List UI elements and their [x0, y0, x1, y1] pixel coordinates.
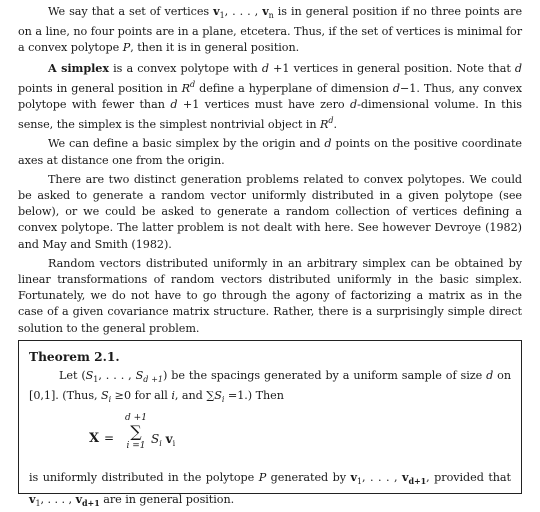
text-segment: d — [392, 81, 400, 95]
text-segment: d — [486, 369, 494, 382]
text-segment: R — [320, 118, 329, 132]
term-s-sub: i — [159, 439, 162, 449]
paragraph-simplex-definition — [18, 60, 522, 134]
paragraph-general-position — [18, 3, 522, 57]
text-segment: i — [221, 395, 225, 405]
text-segment: d — [350, 98, 358, 112]
text-segment: d — [170, 98, 178, 112]
theorem-box — [18, 340, 522, 508]
text-segment: v — [262, 4, 269, 18]
text-segment: d — [324, 137, 332, 151]
text-segment: We can define a basic simplex by the origin and — [48, 137, 325, 151]
text-segment: on [0,1]. (Thus, — [29, 369, 512, 403]
text-segment: is in general position if no three points are on a line, no four points are in a plane, etcetera. Thus, if the set of vertices is minimal for a convex polytope — [18, 5, 523, 55]
term-v-sub: i — [172, 439, 176, 449]
text-segment: ≥0 for all — [111, 389, 172, 403]
text-segment: +1 vertices in general position. Note that — [268, 61, 515, 75]
text-segment: 1 — [219, 11, 225, 20]
text-segment: P — [122, 41, 131, 55]
paragraph-generation-problems — [18, 172, 522, 253]
text-segment: v — [29, 491, 36, 506]
text-segment: ) be the spacings generated by a uniform sample of size — [162, 369, 487, 382]
text-segment: points in general position in — [18, 81, 182, 95]
text-segment: d — [514, 61, 523, 75]
theorem-intro — [29, 368, 511, 408]
sum-upper-limit: d +1 — [125, 413, 147, 424]
text-segment: There are two distinct generation problems related to convex polytopes. We could be asked to generate a random vector uniformly distributed in a given polytope (see below), or we could be asked to generate a random collection of vertices defining a convex polytope. The latter problem is not dealt with here. See however Devroye (1982) and May and Smith (1982). — [18, 172, 522, 251]
text-segment: , . . . , — [40, 492, 76, 506]
text-segment: S — [101, 389, 109, 403]
text-segment: , . . . , — [224, 5, 263, 18]
text-segment: i — [171, 389, 175, 403]
term-s: S — [151, 432, 160, 447]
text-segment: define a hyperplane of dimension — [195, 81, 393, 95]
formula-term — [151, 432, 175, 448]
text-segment: , then it is in general position. — [130, 41, 300, 55]
text-segment: P — [258, 471, 267, 485]
text-segment: =1.) Then — [224, 389, 284, 403]
sum-sign: ∑ — [130, 422, 142, 442]
text-segment: d — [328, 116, 334, 126]
text-segment: R — [181, 81, 191, 95]
theorem-conclusion — [29, 469, 511, 511]
text-segment: , . . . , — [98, 369, 136, 382]
text-segment: v — [213, 4, 220, 18]
text-segment: d+1 — [408, 476, 427, 487]
text-segment: , and ∑ — [174, 389, 215, 403]
text-segment: generated by — [266, 471, 351, 485]
theorem-formula — [29, 409, 511, 469]
text-segment: d — [190, 79, 196, 89]
term-v: v — [165, 432, 173, 447]
text-segment: −1. Thus, any convex polytope with fewer than — [18, 81, 522, 112]
text-segment: Let ( — [59, 369, 86, 382]
text-segment: A simplex — [48, 60, 109, 75]
text-segment: . — [333, 118, 337, 132]
sum-lower-limit: i =1 — [126, 441, 146, 452]
paragraph-basic-simplex — [18, 136, 522, 168]
formula-lhs: X — [89, 431, 100, 447]
text-segment: We say that a set of vertices — [48, 5, 214, 18]
text-segment: are in general position. — [99, 492, 235, 506]
text-segment: v — [350, 470, 357, 485]
text-segment: d — [261, 61, 269, 75]
text-segment: Random vectors distributed uniformly in an arbitrary simplex can be obtained by linear transformations of random vectors distributed uniformly in the basic simplex. Fortunately, we do not have to go through the agony of factorizing a matrix as in the case of a given covariance matrix structure. Rather, there is a surprisingly simple direct solution to the general problem. — [18, 256, 522, 335]
text-segment: d +1 — [143, 375, 163, 384]
text-segment: n — [268, 11, 274, 20]
text-segment: , . . . , — [362, 471, 402, 485]
paragraph-random-vectors — [18, 256, 522, 337]
text-segment: S — [135, 369, 144, 382]
text-segment: , provided that — [426, 471, 511, 485]
text-segment: is uniformly distributed in the polytope — [29, 471, 259, 485]
text-segment: v — [401, 470, 409, 485]
text-segment: S — [214, 389, 222, 403]
formula-summation — [121, 413, 151, 452]
text-segment: v — [75, 491, 83, 506]
text-segment: 1 — [356, 477, 362, 487]
text-segment: S — [85, 369, 94, 382]
text-segment: d+1 — [82, 497, 100, 508]
text-segment: is a convex polytope with — [109, 61, 262, 75]
text-segment: points on the positive coordinate axes at distance one from the origin. — [18, 137, 523, 167]
text-segment: 1 — [35, 498, 41, 508]
text-segment: 1 — [93, 375, 99, 384]
text-segment: +1 vertices must have zero — [177, 98, 351, 112]
text-segment: i — [108, 395, 112, 405]
text-segment: -dimensional volume. In this sense, the simplex is the simplest nontrivial object in — [18, 98, 522, 132]
body-text — [18, 3, 522, 337]
theorem-title: Theorem 2.1. — [29, 350, 120, 364]
formula-equals: = — [104, 431, 115, 446]
